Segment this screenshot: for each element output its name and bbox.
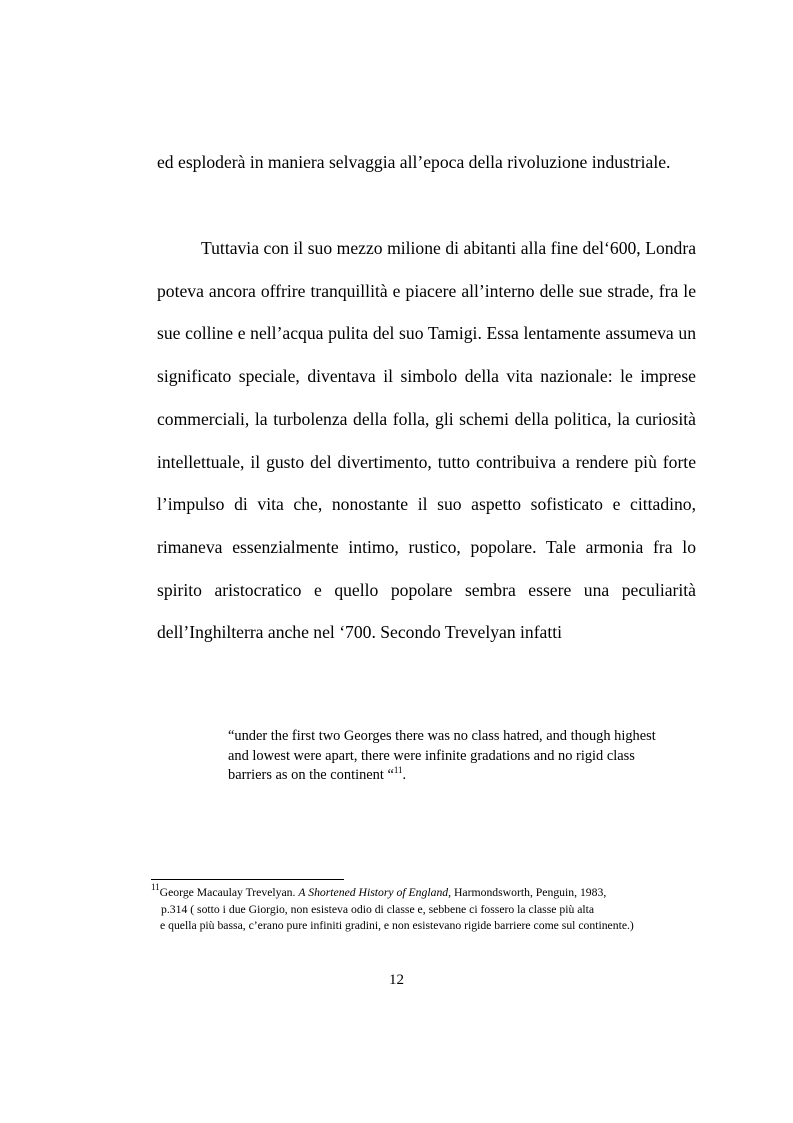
quote-end: . (402, 767, 407, 783)
body-paragraph: Tuttavia con il suo mezzo milione di abitanti alla fine del‘600, Londra poteva ancora offrire tranquillità e piacere all’interno delle sue strade, fra le sue colline e nell’acqua pulita del suo Tamigi. Essa lentamente assumeva un significato speciale, diventava il simbolo della vita nazionale: le imprese commerciali, la turbolenza della folla, gli schemi della politica, la curiosità intellettuale, il gusto del divertimento, tutto contribuiva a rendere più forte l’impulso di vita che, nonostante il suo aspetto sofisticato e cittadino, rimaneva essenzialmente intimo, rustico, popolare. Tale armonia fra lo spirito aristocratico e quello popolare sembra essere una peculiarità dell’Inghilterra anche nel ‘700. Secondo Trevelyan infatti (157, 238, 696, 643)
footnote-line-3: e quella più bassa, c’erano pure infiniti gradini, e non esistevano rigide barriere come sul continente.) (160, 919, 634, 933)
footnote-marker: 11 (151, 882, 160, 892)
footnote-separator (151, 879, 344, 880)
footnote-reference: 11 (393, 765, 403, 775)
footnote-line-2: p.314 ( sotto i due Giorgio, non esisteva odio di classe e, sebbene ci fossero la classe più alta (161, 902, 595, 916)
footnote-author: George Macaulay Trevelyan. (159, 886, 299, 899)
footnote (151, 882, 721, 935)
page-number: 12 (389, 972, 404, 988)
quote-text: “under the first two Georges there was no class hatred, and though highest and lowest were apart, there were infinite gradations and no rigid class barriers as on the continent “ (228, 728, 656, 783)
footnote-line-1 (151, 882, 721, 902)
block-quote (228, 727, 668, 786)
footnote-book-title: A Shortened History of England (298, 886, 449, 899)
body-paragraph: ed esploderà in maniera selvaggia all’epoca della rivoluzione industriale. (157, 152, 671, 172)
footnote-publication: , Harmondsworth, Penguin, 1983, (448, 886, 607, 899)
